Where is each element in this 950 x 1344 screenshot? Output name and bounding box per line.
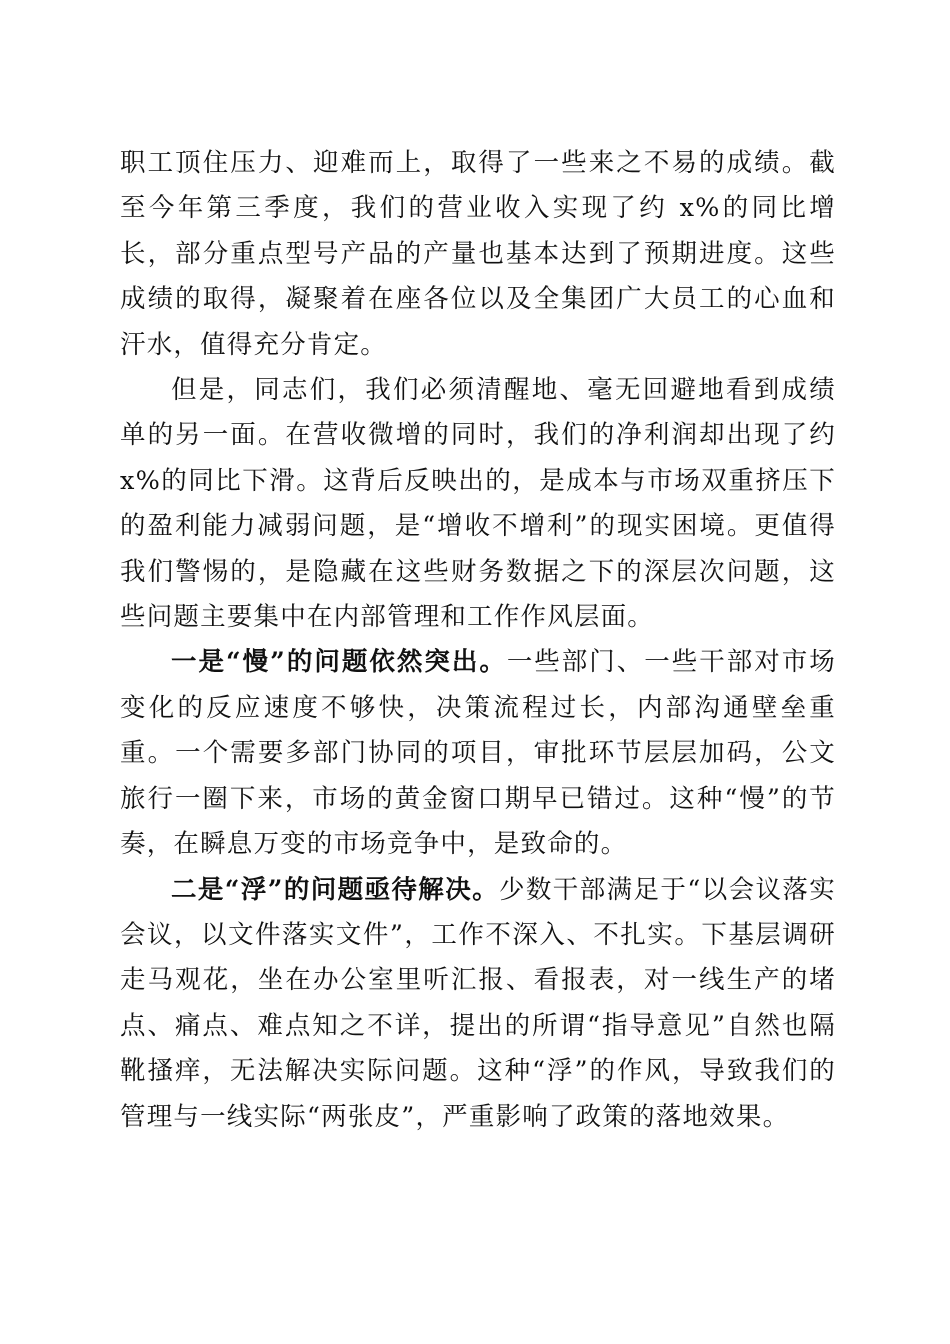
paragraph-slow-problem [120,640,836,867]
paragraph-text: 少数干部满足于“以会议落实会议，以文件落实文件”，工作不深入、不扎实。下基层调研走马观花，坐在办公室里听汇报、看报表，对一线生产的堵点、痛点、难点知之不详，提出的所谓“指导意见”自然也隔靴搔痒，无法解决实际问题。这种“浮”的作风，导致我们的管理与一线实际“两张皮”，严重影响了政策的落地效果。 [120,874,836,1132]
paragraph-continued-achievements [120,141,836,368]
paragraph-text: 职工顶住压力、迎难而上，取得了一些来之不易的成绩。截至今年第三季度，我们的营业收入实现了约 x%的同比增长，部分重点型号产品的产量也基本达到了预期进度。这些成绩的取得，凝聚着在座各位以及全集团广大员工的心血和汗水，值得充分肯定。 [120,148,836,360]
paragraph-text: 一些部门、一些干部对市场变化的反应速度不够快，决策流程过长，内部沟通壁垒重重。一个需要多部门协同的项目，审批环节层层加码，公文旅行一圈下来，市场的黄金窗口期早已错过。这种“慢”的节奏，在瞬息万变的市场竞争中，是致命的。 [120,647,836,860]
paragraph-text: 但是，同志们，我们必须清醒地、毫无回避地看到成绩单的另一面。在营收微增的同时，我们的净利润却出现了约 x%的同比下滑。这背后反映出的，是成本与市场双重挤压下的盈利能力减弱问题，是“增收不增利”的现实困境。更值得我们警惕的，是隐藏在这些财务数据之下的深层次问题，这些问题主要集中在内部管理和工作作风层面。 [120,375,836,633]
paragraph-lead-heading: 一是“慢”的问题依然突出。 [171,647,507,678]
document-body [120,141,836,1140]
paragraph-lead-heading: 二是“浮”的问题亟待解决。 [171,874,499,905]
paragraph-superficial-problem [120,868,836,1140]
paragraph-other-side [120,368,836,640]
